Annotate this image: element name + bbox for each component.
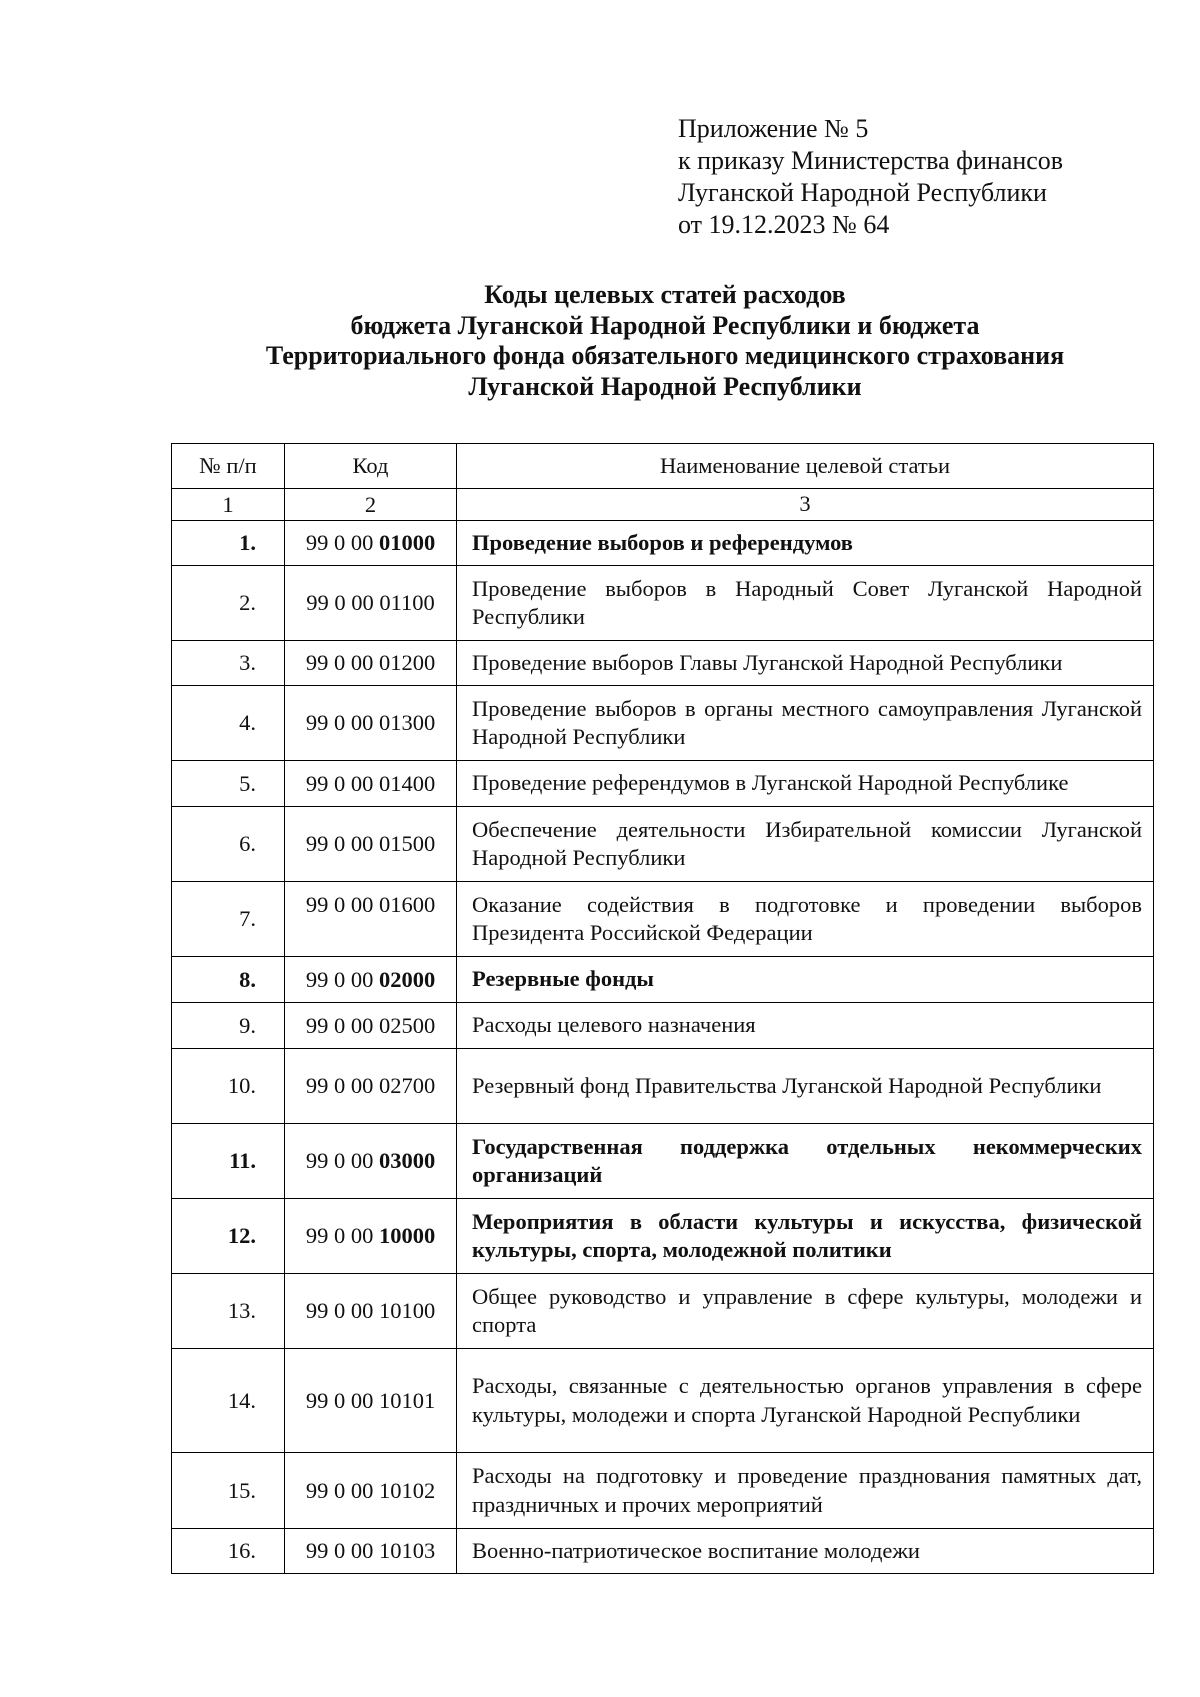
- table-row: [172, 1529, 1154, 1574]
- row-name: Проведение референдумов в Луганской Народной Республике: [457, 761, 1154, 807]
- column-number: 1: [172, 489, 285, 521]
- row-code: [285, 566, 457, 641]
- column-number: 2: [285, 489, 457, 521]
- code-suffix: 02700: [378, 1073, 436, 1098]
- code-suffix: 01100: [379, 590, 435, 615]
- column-number: 3: [457, 489, 1154, 521]
- row-number: 11.: [172, 1124, 285, 1199]
- code-prefix: 99 0 00: [305, 1073, 379, 1098]
- code-prefix: 99 0 00: [305, 1223, 379, 1248]
- row-code: [285, 882, 457, 957]
- code-suffix: 02000: [378, 966, 436, 992]
- header-code: Код: [285, 444, 457, 489]
- row-name: Государственная поддержка отдельных некоммерческих организаций: [457, 1124, 1154, 1199]
- row-number: 4.: [172, 686, 285, 761]
- code-prefix: 99 0 00: [305, 892, 379, 917]
- code-prefix: 99 0 00: [305, 966, 379, 992]
- code-suffix: 02500: [378, 1012, 436, 1038]
- row-name: Расходы целевого назначения: [457, 1003, 1154, 1049]
- row-number: 13.: [172, 1274, 285, 1349]
- row-code: [285, 1199, 457, 1274]
- table-row: [172, 807, 1154, 882]
- code-suffix: 03000: [378, 1148, 436, 1173]
- code-suffix: 01200: [378, 650, 436, 675]
- table-row: [172, 686, 1154, 761]
- row-name: Общее руководство и управление в сфере культуры, молодежи и спорта: [457, 1274, 1154, 1349]
- row-code: [285, 1003, 457, 1049]
- code-prefix: 99 0 00: [305, 530, 379, 555]
- table-row: [172, 882, 1154, 957]
- row-code: [285, 686, 457, 761]
- row-name: Обеспечение деятельности Избирательной комиссии Луганской Народной Республики: [457, 807, 1154, 882]
- appendix-line: к приказу Министерства финансов: [678, 146, 1064, 175]
- code-suffix: 10102: [378, 1477, 436, 1503]
- table-row: [172, 566, 1154, 641]
- row-name: Проведение выборов и референдумов: [457, 521, 1154, 566]
- code-prefix: 99 0 00: [305, 770, 379, 796]
- row-name: Мероприятия в области культуры и искусства, физической культуры, спорта, молодежной политики: [457, 1199, 1154, 1274]
- code-suffix: 10000: [378, 1223, 436, 1248]
- row-code: [285, 1124, 457, 1199]
- row-name: Расходы, связанные с деятельностью органов управления в сфере культуры, молодежи и спорта Луганской Народной Республики: [457, 1349, 1154, 1453]
- row-number: 7.: [172, 882, 285, 957]
- row-number: 6.: [172, 807, 285, 882]
- table-header-row: [172, 444, 1154, 489]
- row-number: 9.: [172, 1003, 285, 1049]
- row-name: Проведение выборов Главы Луганской Народной Республики: [457, 641, 1154, 686]
- row-number: 1.: [172, 521, 285, 566]
- table-row: [172, 957, 1154, 1003]
- column-number-row: [172, 489, 1154, 521]
- budget-codes-table: [171, 443, 1154, 1574]
- row-code: [285, 1529, 457, 1574]
- code-prefix: 99 0 00: [305, 650, 379, 675]
- row-number: 14.: [172, 1349, 285, 1453]
- row-number: 5.: [172, 761, 285, 807]
- table-row: [172, 1003, 1154, 1049]
- table-row: [172, 1199, 1154, 1274]
- title-line: Территориального фонда обязательного медицинского страхования: [265, 341, 1065, 370]
- row-number: 16.: [172, 1529, 285, 1574]
- appendix-line: от 19.12.2023 № 64: [678, 210, 890, 239]
- row-code: [285, 641, 457, 686]
- header-name: Наименование целевой статьи: [457, 444, 1154, 489]
- code-prefix: 99 0 00: [305, 1148, 379, 1173]
- code-suffix: 01000: [378, 530, 436, 555]
- row-name: Проведение выборов в Народный Совет Луганской Народной Республики: [457, 566, 1154, 641]
- code-prefix: 99 0 00: [305, 1538, 379, 1563]
- code-suffix: 10103: [378, 1538, 436, 1563]
- table-row: [172, 1349, 1154, 1453]
- code-prefix: 99 0 00: [305, 831, 379, 856]
- title-line: бюджета Луганской Народной Республики и бюджета: [350, 310, 980, 340]
- code-suffix: 01400: [378, 770, 436, 796]
- table-row: [172, 641, 1154, 686]
- row-code: [285, 957, 457, 1003]
- code-suffix: 10101: [378, 1387, 436, 1413]
- table-row: [172, 1049, 1154, 1124]
- row-name: Военно-патриотическое воспитание молодежи: [457, 1529, 1154, 1574]
- row-number: 10.: [172, 1049, 285, 1124]
- table-row: [172, 761, 1154, 807]
- table-row: [172, 1124, 1154, 1199]
- row-name: Резервный фонд Правительства Луганской Народной Республики: [457, 1049, 1154, 1124]
- code-prefix: 99 0 00: [305, 1298, 379, 1323]
- code-suffix: 10100: [378, 1298, 436, 1323]
- appendix-line: Приложение № 5: [678, 114, 869, 143]
- row-code: [285, 1453, 457, 1529]
- row-number: 2.: [172, 566, 285, 641]
- row-code: [285, 1049, 457, 1124]
- title-line: Коды целевых статей расходов: [484, 280, 846, 309]
- row-code: [285, 1274, 457, 1349]
- row-name: Расходы на подготовку и проведение празднования памятных дат, праздничных и прочих мероприятий: [457, 1453, 1154, 1529]
- appendix-note: [678, 113, 1063, 241]
- table-row: [172, 521, 1154, 566]
- row-code: [285, 1349, 457, 1453]
- row-name: Резервные фонды: [457, 957, 1154, 1003]
- code-suffix: 01300: [378, 710, 436, 735]
- row-name: Проведение выборов в органы местного самоуправления Луганской Народной Республики: [457, 686, 1154, 761]
- row-name: Оказание содействия в подготовке и проведении выборов Президента Российской Федерации: [457, 882, 1154, 957]
- code-suffix: 01600: [378, 892, 436, 917]
- row-number: 3.: [172, 641, 285, 686]
- document-title: [0, 280, 1200, 402]
- row-number: 12.: [172, 1199, 285, 1274]
- row-code: [285, 761, 457, 807]
- table-row: [172, 1453, 1154, 1529]
- header-num: № п/п: [172, 444, 285, 489]
- code-suffix: 01500: [378, 831, 436, 856]
- code-prefix: 99 0 00: [305, 1387, 379, 1413]
- code-prefix: 99 0 00: [305, 1012, 379, 1038]
- table-row: [172, 1274, 1154, 1349]
- code-prefix: 99 0 00: [305, 1477, 379, 1503]
- row-number: 8.: [172, 957, 285, 1003]
- row-code: [285, 807, 457, 882]
- appendix-line: Луганской Народной Республики: [678, 178, 1047, 207]
- code-prefix: 99 0 00: [305, 710, 379, 735]
- code-prefix: 99 0 00: [306, 590, 380, 615]
- title-line: Луганской Народной Республики: [468, 371, 862, 401]
- row-number: 15.: [172, 1453, 285, 1529]
- row-code: [285, 521, 457, 566]
